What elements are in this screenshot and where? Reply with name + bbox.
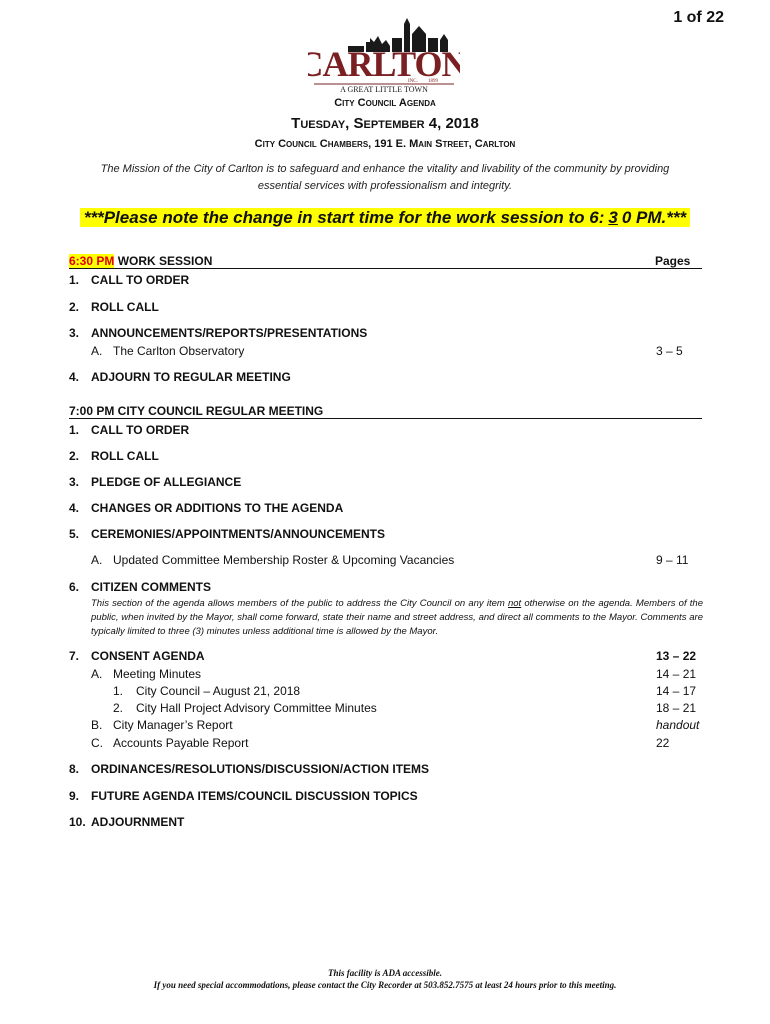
agenda-title: City Council Agenda: [334, 97, 436, 109]
reg-item-ceremonies: 5. CEREMONIES/APPOINTMENTS/ANNOUNCEMENTS: [69, 527, 386, 541]
regular-meeting-divider: [69, 418, 702, 419]
meeting-date: Tuesday, September 4, 2018: [291, 115, 479, 132]
consent-agenda-pages: 13 – 22: [656, 649, 697, 663]
consent-city-manager-report-pages: handout: [656, 718, 700, 732]
ws-item-roll-call: 2. ROLL CALL: [69, 300, 159, 314]
reg-item-consent-agenda: 7. CONSENT AGENDA: [69, 649, 205, 663]
consent-city-manager-report: B. City Manager’s Report: [91, 718, 233, 732]
reg-item-ordinances: 8. ORDINANCES/RESOLUTIONS/DISCUSSION/ACTION ITEMS: [69, 762, 430, 776]
pages-column-header: Pages: [655, 254, 691, 268]
work-session-divider: [69, 268, 702, 269]
consent-council-minutes-pages: 14 – 17: [656, 684, 697, 698]
consent-city-hall-minutes-pages: 18 – 21: [656, 701, 697, 715]
work-session-time: 6:30 PM: [69, 254, 115, 268]
citizen-comments-description: This section of the agenda allows members of the public to address the City Council on any item not otherwise on the agenda. Members of the public, when invited by the Mayor, shall come forward, state their name and street address, and direct all comments to the Mayor. Comments are typically limited to three (3) minutes unless additional time is allowed by the Mayor.: [91, 598, 703, 637]
ws-sub-observatory-pages: 3 – 5: [656, 344, 683, 358]
footer-accommodations: If you need special accommodations, please contact the City Recorder at 503.852.7575 at least 24 hours prior to this meeting.: [153, 980, 617, 990]
reg-sub-committee-roster-pages: 9 – 11: [656, 553, 689, 567]
start-time-notice: ***Please note the change in start time for the work session to 6: 3 0 PM.***: [0, 208, 770, 228]
svg-text:CARLTON: CARLTON: [308, 44, 460, 84]
reg-item-call-to-order: 1. CALL TO ORDER: [69, 423, 190, 437]
consent-accounts-payable: C. Accounts Payable Report: [91, 736, 249, 750]
ws-item-call-to-order: 1. CALL TO ORDER: [69, 273, 190, 287]
ws-sub-observatory: A. The Carlton Observatory: [91, 344, 245, 358]
ws-item-announcements: 3. ANNOUNCEMENTS/REPORTS/PRESENTATIONS: [69, 326, 368, 340]
mission-statement: The Mission of the City of Carlton is to safeguard and enhance the vitality and livability of the community by providing essential services with professionalism and integrity.: [100, 163, 670, 192]
reg-sub-committee-roster: A. Updated Committee Membership Roster & Upcoming Vacancies: [91, 553, 455, 567]
page-number: 1 of 22: [673, 9, 724, 26]
reg-item-roll-call: 2. ROLL CALL: [69, 449, 159, 463]
consent-council-minutes: 1. City Council – August 21, 2018: [113, 684, 301, 698]
reg-item-adjournment: 10. ADJOURNMENT: [69, 815, 185, 829]
carlton-logo: [308, 14, 460, 94]
consent-meeting-minutes: A. Meeting Minutes: [91, 667, 202, 681]
footer-ada: This facility is ADA accessible.: [328, 968, 442, 978]
ws-item-adjourn: 4. ADJOURN TO REGULAR MEETING: [69, 370, 291, 384]
consent-meeting-minutes-pages: 14 – 21: [656, 667, 697, 681]
reg-item-changes: 4. CHANGES OR ADDITIONS TO THE AGENDA: [69, 501, 344, 515]
meeting-location: City Council Chambers, 191 E. Main Street, Carlton: [254, 138, 516, 150]
carlton-skyline-icon: [308, 14, 460, 94]
reg-item-future-agenda: 9. FUTURE AGENDA ITEMS/COUNCIL DISCUSSION TOPICS: [69, 789, 418, 803]
svg-text:INC.: INC.: [408, 79, 418, 84]
regular-meeting-header: 7:00 PM CITY COUNCIL REGULAR MEETING: [69, 404, 324, 418]
svg-text:1899: 1899: [428, 79, 438, 84]
svg-text:A GREAT LITTLE TOWN: A GREAT LITTLE TOWN: [340, 85, 428, 94]
consent-city-hall-minutes: 2. City Hall Project Advisory Committee Minutes: [113, 701, 377, 715]
reg-item-pledge: 3. PLEDGE OF ALLEGIANCE: [69, 475, 242, 489]
consent-accounts-payable-pages: 22: [656, 736, 670, 750]
work-session-header: 6:30 PM WORK SESSION: [69, 254, 213, 268]
reg-item-citizen-comments: 6. CITIZEN COMMENTS: [69, 580, 211, 594]
